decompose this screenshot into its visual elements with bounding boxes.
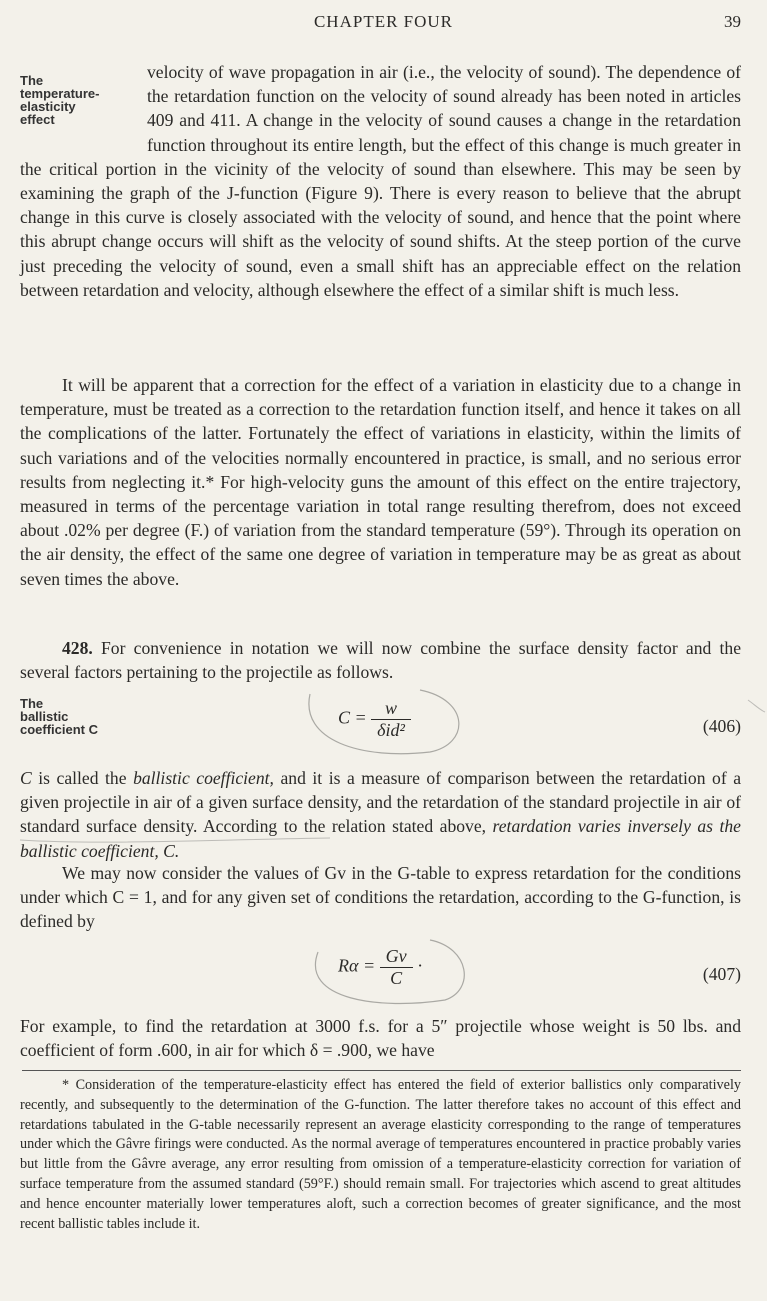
paragraph-4-part-a: is called the bbox=[38, 768, 127, 788]
fraction-numerator: w bbox=[385, 698, 398, 718]
equation-trail: · bbox=[417, 955, 424, 976]
equation-406 bbox=[338, 698, 411, 741]
footnote-text: * Consideration of the temperature-elasticity effect has entered the field of exterior ballistics only comparatively recently, and subsequently to the determination of the G-function. The latter therefore takes no account of this effect and retardations tabulated in the G-table necessarily represent an average elasticity corresponding to the range of temperatures under which the Gâvre firings were conducted. As the normal average of temperatures encountered in practice probably varies but little from the Gâvre average, any error resulting from omission of a temperature-elasticity correction for variation of surface temperature from the assumed standard (59°F.) should remain small. For trajectories which ascend to great altitudes and hence encounter materially lower temperatures aloft, such a correction becomes of greater significance, and the most recent ballistic tables include it. bbox=[20, 1077, 741, 1232]
sidenote-line: temperature- bbox=[20, 86, 100, 101]
fraction bbox=[380, 946, 413, 989]
sidenote-line: The bbox=[20, 696, 44, 711]
chapter-title: CHAPTER FOUR bbox=[313, 12, 454, 31]
fraction-numerator: Gv bbox=[385, 946, 407, 966]
fraction-denominator: C bbox=[380, 967, 413, 989]
footnote-rule bbox=[22, 1070, 741, 1071]
sidenote-line: effect bbox=[20, 112, 55, 127]
paragraph-3-text bbox=[20, 636, 741, 684]
sidenote-line: ballistic bbox=[20, 709, 69, 724]
paragraph-text bbox=[20, 60, 741, 302]
term-ballistic-coefficient: ballistic coefficient, bbox=[133, 768, 274, 788]
symbol-c: C bbox=[20, 768, 39, 788]
paragraph-3-body: For convenience in notation we will now combine the surface density factor and the several factors pertaining to the projectile as follows. bbox=[20, 638, 742, 683]
equation-lhs: Rα = bbox=[338, 955, 376, 976]
sidenote-spacer bbox=[20, 60, 147, 156]
pencil-margin-mark bbox=[748, 700, 765, 712]
equation-number-407: (407) bbox=[702, 964, 741, 984]
equation-lhs: C = bbox=[338, 707, 367, 728]
paragraph-5 bbox=[20, 861, 741, 934]
fraction bbox=[371, 698, 411, 741]
paragraph-4-part-b: and it is a measure of comparison between the retardation of a given projectile in air of a given surface density, and the retardation of the standard projectile in air of standard surface density. According to the relation stated above, bbox=[20, 768, 742, 837]
equation-407 bbox=[338, 946, 423, 989]
footnote bbox=[20, 1076, 741, 1234]
paragraph-3 bbox=[20, 636, 741, 684]
paragraph-1 bbox=[20, 60, 741, 302]
paragraph-4-emphasis: retardation varies inversely as the ballistic coefficient, C. bbox=[20, 816, 741, 861]
paragraph-2-text: It will be apparent that a correction for the effect of a variation in elasticity due to a change in temperature, must be treated as a correction to the retardation function itself, and hence it takes on all the complications of the latter. Fortunately the effect of variations in elasticity, within the limits of such variations and of the velocities normally encountered in practice, is small, and no serious error results from neglecting it.* For high-velocity guns the amount of this effect on the entire trajectory, measured in terms of the percentage variation in total range resulting therefrom, does not exceed about .02% per degree (F.) of variation from the standard temperature (59°). Through its operation on the air density, the effect of the same one degree of variation in temperature may be as great as about seven times the above. bbox=[20, 375, 741, 589]
sidenote-ballistic-coefficient bbox=[20, 697, 98, 736]
equation-number-406: (406) bbox=[702, 716, 741, 736]
sidenote-line: The bbox=[20, 73, 44, 88]
paragraph-1-text: velocity of wave propagation in air (i.e., the velocity of sound). The dependence of the retardation function on the velocity of sound already has been noted in articles 409 and 411. A change in the velocity of sound causes a change in the retardation function throughout its entire length, but the effect of this change is much greater in the critical portion in the vicinity of the velocity of sound than elsewhere. This may be seen by examining the graph of the J-function (Figure 9). There is every reason to believe that the abrupt change in this curve is closely associated with the velocity of sound, and hence that the point where this abrupt change occurs will shift as the velocity of sound shifts. At the steep portion of the curve just preceding the velocity of sound, even a small shift has an appreciable effect on the relation between retardation and velocity, although elsewhere the effect of a similar shift is much less. bbox=[20, 62, 741, 300]
paragraph-5-text: We may now consider the values of Gv in the G-table to express retardation for the conditions under which C = 1, and for any given set of conditions the retardation, according to the G-function, is defined by bbox=[20, 863, 741, 932]
paragraph-4-text bbox=[20, 766, 741, 863]
sidenote-line: elasticity bbox=[20, 99, 76, 114]
article-number: 428. bbox=[62, 638, 93, 658]
paragraph-2 bbox=[20, 373, 741, 591]
paragraph-4 bbox=[20, 766, 741, 863]
sidenote-line: coefficient C bbox=[20, 722, 99, 737]
page-number: 39 bbox=[724, 12, 741, 31]
fraction-denominator: δid² bbox=[371, 719, 411, 741]
paragraph-6 bbox=[20, 1014, 741, 1062]
paragraph-6-text: For example, to find the retardation at 3000 f.s. for a 5″ projectile whose weight is 50 lbs. and coefficient of form .600, in air for which δ = .900, we have bbox=[20, 1016, 741, 1061]
